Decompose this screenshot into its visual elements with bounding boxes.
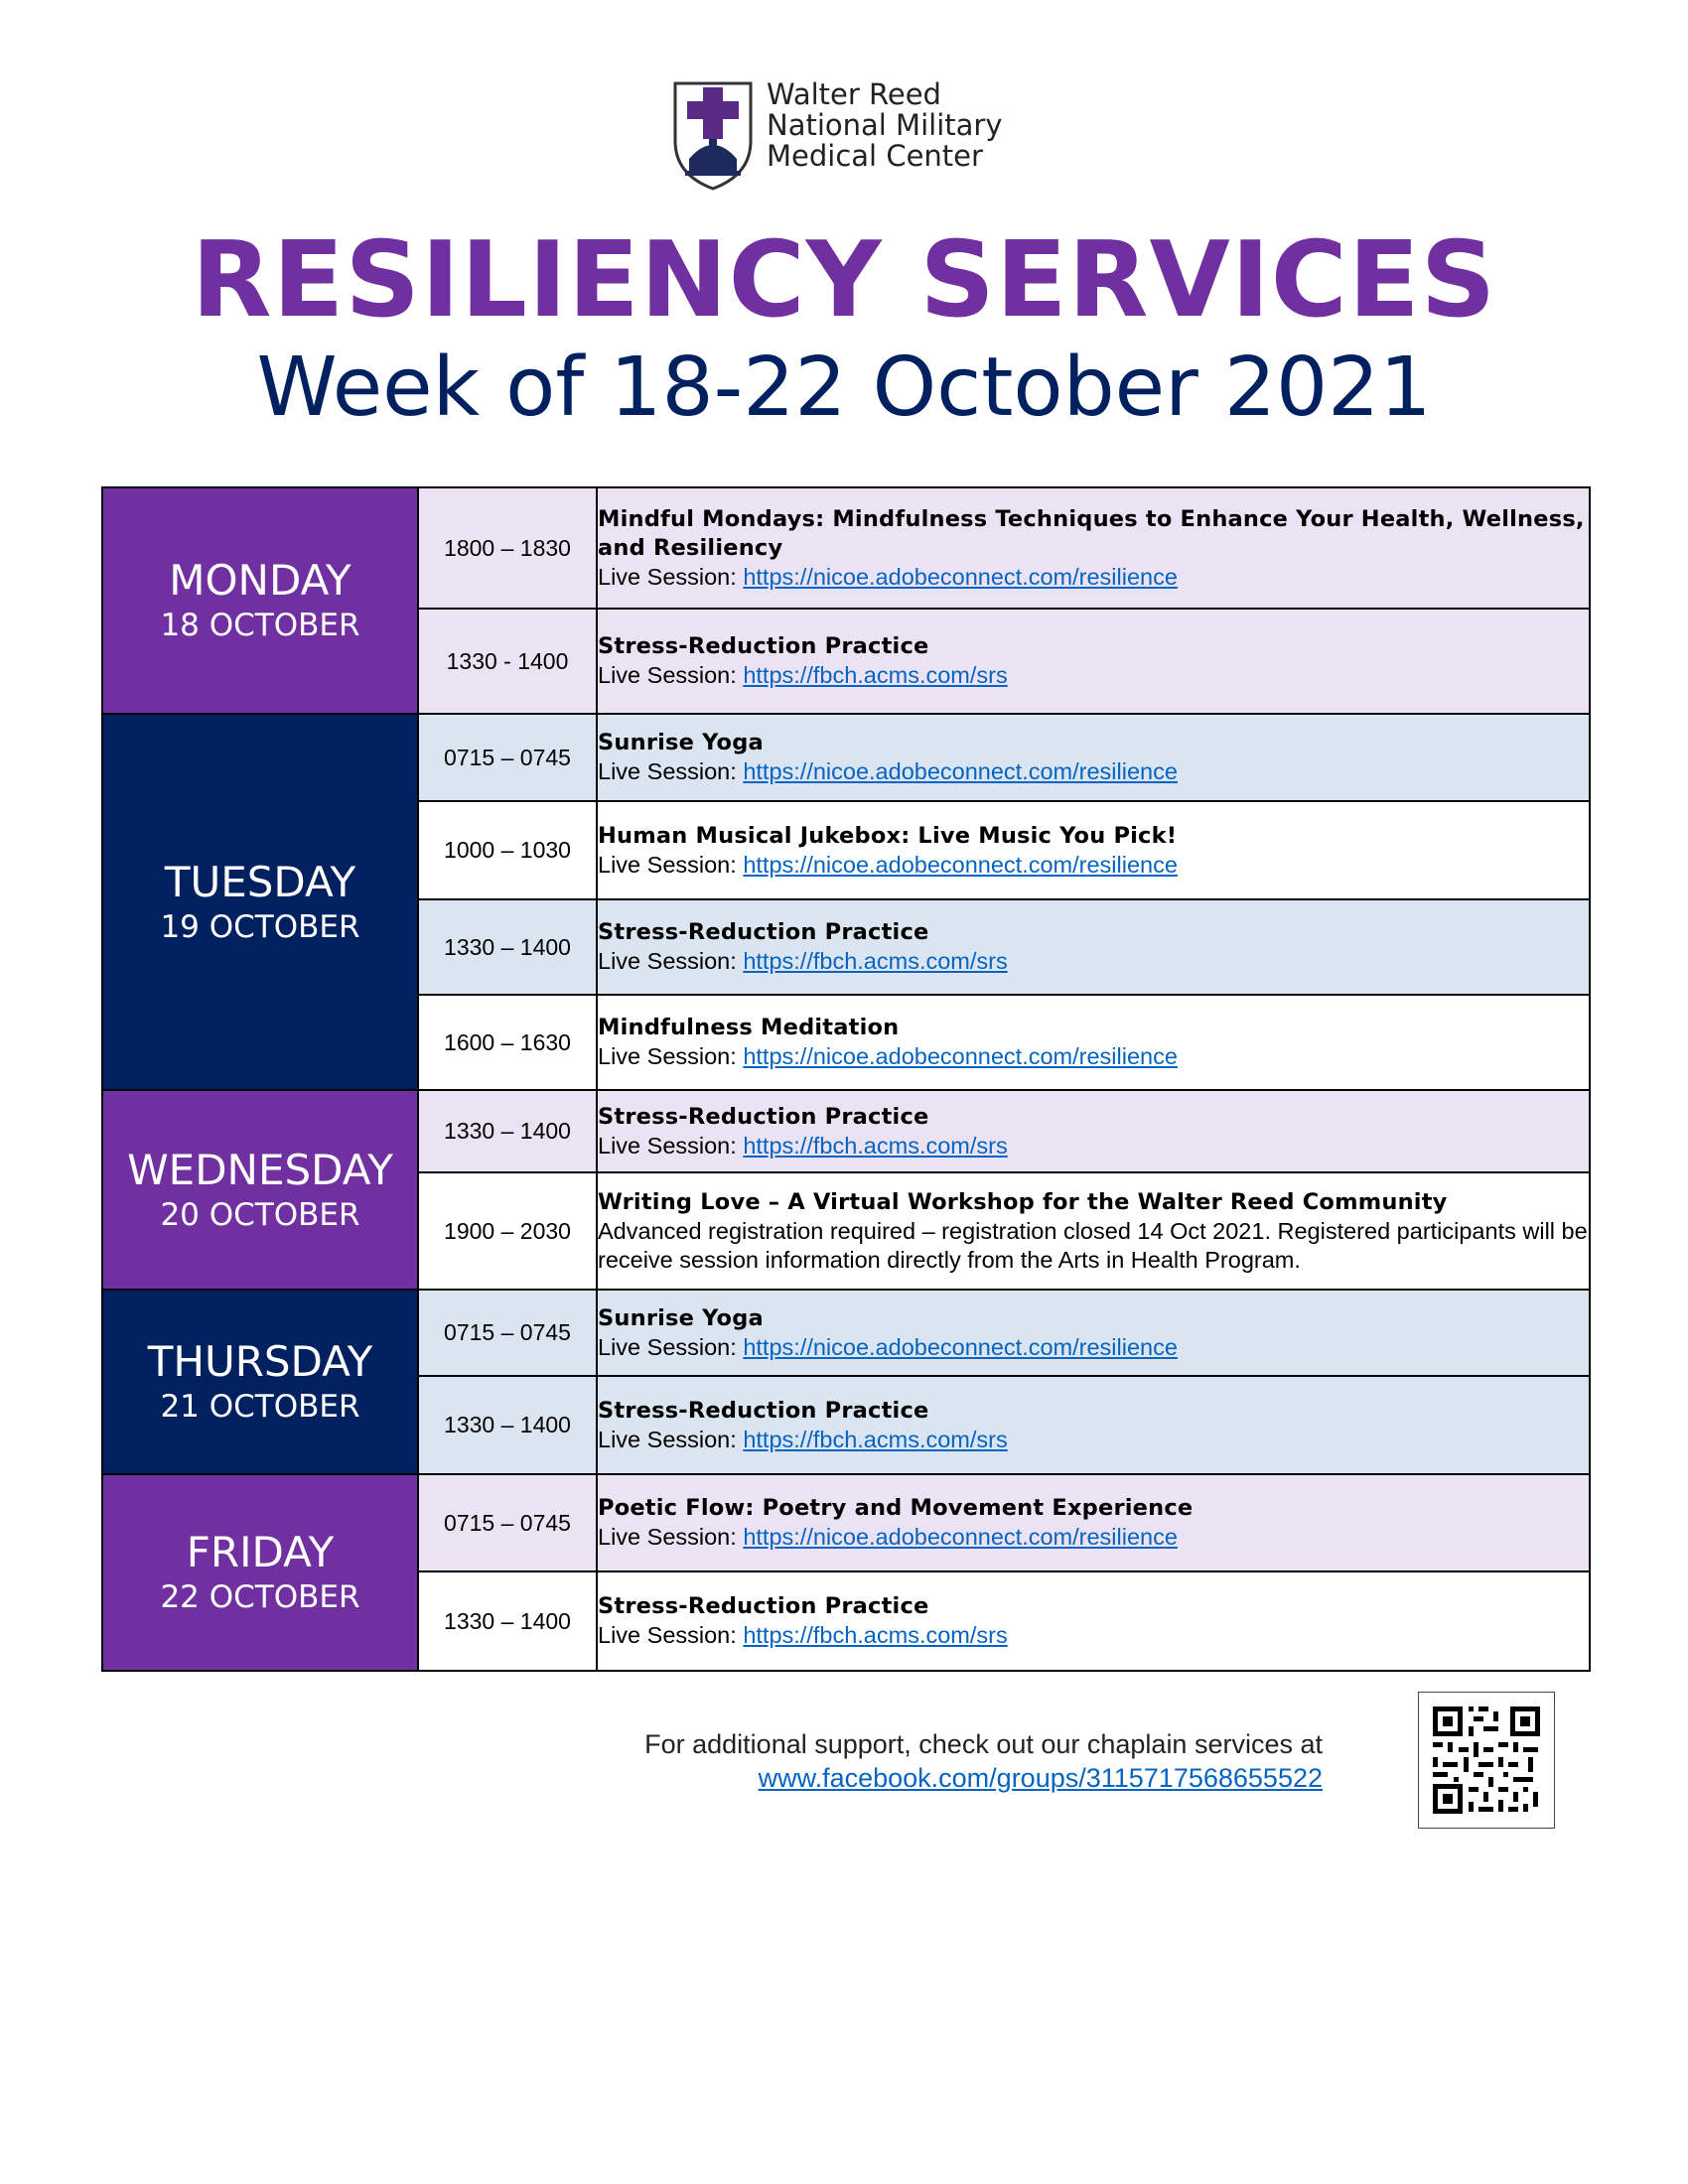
schedule-table — [101, 486, 1591, 1672]
day-name: WEDNESDAY — [127, 1145, 393, 1194]
logo-line-2: National Military — [767, 108, 1003, 142]
session-prefix: Live Session: — [598, 1043, 744, 1069]
session-time: 1330 – 1400 — [418, 899, 597, 995]
day-date: 22 OCTOBER — [160, 1579, 360, 1615]
session-link[interactable]: https://nicoe.adobeconnect.com/resilience — [743, 1043, 1178, 1069]
session-prefix: Live Session: — [598, 1333, 744, 1360]
walter-reed-shield-icon — [671, 79, 755, 191]
session-link[interactable]: https://fbch.acms.com/srs — [743, 1426, 1008, 1452]
day-cell-friday — [102, 1474, 418, 1671]
day-date: 20 OCTOBER — [160, 1196, 360, 1233]
session-title: Stress-Reduction Practice — [598, 919, 929, 945]
session-title: Mindfulness Meditation — [598, 1015, 900, 1040]
logo — [671, 77, 1029, 195]
table-row — [102, 1290, 1590, 1376]
session-prefix: Live Session: — [598, 758, 744, 784]
session-description: Advanced registration required – registration closed 14 Oct 2021. Registered participants will be receive session information directly from the Arts in Health Program. — [598, 1218, 1588, 1273]
session-cell — [597, 1172, 1590, 1290]
day-cell-tuesday — [102, 714, 418, 1090]
session-link[interactable]: https://fbch.acms.com/srs — [743, 1132, 1008, 1159]
day-date: 18 OCTOBER — [160, 608, 360, 643]
day-name: THURSDAY — [147, 1337, 373, 1386]
session-link[interactable]: https://fbch.acms.com/srs — [743, 1622, 1008, 1648]
logo-text — [767, 79, 1002, 172]
session-cell — [597, 995, 1590, 1090]
qr-code-icon[interactable] — [1418, 1692, 1555, 1829]
session-cell — [597, 1474, 1590, 1571]
session-title: Poetic Flow: Poetry and Movement Experience — [598, 1495, 1194, 1521]
session-cell — [597, 801, 1590, 899]
session-title: Stress-Reduction Practice — [598, 1103, 929, 1130]
session-cell — [597, 714, 1590, 801]
session-cell — [597, 899, 1590, 995]
session-prefix: Live Session: — [598, 662, 744, 688]
footer — [516, 1727, 1323, 1795]
session-cell — [597, 609, 1590, 714]
table-row — [102, 1474, 1590, 1571]
session-title: Stress-Reduction Practice — [598, 1397, 929, 1424]
session-time: 0715 – 0745 — [418, 1290, 597, 1376]
session-title: Stress-Reduction Practice — [598, 1593, 929, 1619]
session-time: 1900 – 2030 — [418, 1172, 597, 1290]
session-cell — [597, 1090, 1590, 1172]
session-time: 1000 – 1030 — [418, 801, 597, 899]
session-time: 1330 – 1400 — [418, 1376, 597, 1474]
session-link[interactable]: https://nicoe.adobeconnect.com/resilience — [743, 758, 1178, 784]
table-row — [102, 1090, 1590, 1172]
session-link[interactable]: https://nicoe.adobeconnect.com/resilience — [743, 563, 1178, 590]
session-link[interactable]: https://fbch.acms.com/srs — [743, 948, 1008, 974]
session-link[interactable]: https://nicoe.adobeconnect.com/resilience — [743, 851, 1178, 878]
session-prefix: Live Session: — [598, 1426, 744, 1452]
session-prefix: Live Session: — [598, 1622, 744, 1648]
session-title: Human Musical Jukebox: Live Music You Pick! — [598, 822, 1178, 849]
day-name: TUESDAY — [164, 857, 356, 906]
day-date: 21 OCTOBER — [160, 1389, 360, 1425]
session-cell — [597, 1376, 1590, 1474]
session-title: Sunrise Yoga — [598, 730, 764, 755]
session-time: 0715 – 0745 — [418, 714, 597, 801]
session-title: Mindful Mondays: Mindfulness Techniques to Enhance Your Health, Wellness, and Resiliency — [598, 505, 1585, 561]
page-subtitle: Week of 18-22 October 2021 — [256, 341, 1432, 435]
day-name: MONDAY — [169, 556, 352, 605]
day-cell-wednesday — [102, 1090, 418, 1290]
day-cell-monday — [102, 487, 418, 714]
session-prefix: Live Session: — [598, 563, 744, 590]
session-time: 1800 – 1830 — [418, 487, 597, 609]
session-cell — [597, 1571, 1590, 1671]
day-name: FRIDAY — [186, 1528, 335, 1576]
chaplain-facebook-link[interactable]: www.facebook.com/groups/3115717568655522 — [758, 1763, 1323, 1793]
session-time: 0715 – 0745 — [418, 1474, 597, 1571]
logo-line-1: Walter Reed — [767, 77, 941, 111]
session-title: Sunrise Yoga — [598, 1304, 764, 1331]
footer-text: For additional support, check out our chaplain services at — [644, 1729, 1323, 1759]
logo-line-3: Medical Center — [767, 139, 983, 173]
session-cell — [597, 1290, 1590, 1376]
session-link[interactable]: https://nicoe.adobeconnect.com/resilience — [743, 1524, 1178, 1550]
session-title: Stress-Reduction Practice — [598, 633, 929, 659]
session-link[interactable]: https://fbch.acms.com/srs — [743, 662, 1008, 688]
session-time: 1330 - 1400 — [418, 609, 597, 714]
session-prefix: Live Session: — [598, 1524, 744, 1550]
session-prefix: Live Session: — [598, 948, 744, 974]
table-row — [102, 714, 1590, 801]
session-prefix: Live Session: — [598, 851, 744, 878]
day-date: 19 OCTOBER — [160, 908, 360, 945]
session-time: 1600 – 1630 — [418, 995, 597, 1090]
session-time: 1330 – 1400 — [418, 1571, 597, 1671]
page-title: RESILIENCY SERVICES — [191, 219, 1497, 341]
session-link[interactable]: https://nicoe.adobeconnect.com/resilience — [743, 1333, 1178, 1360]
session-cell — [597, 487, 1590, 609]
day-cell-thursday — [102, 1290, 418, 1474]
session-time: 1330 – 1400 — [418, 1090, 597, 1172]
table-row — [102, 487, 1590, 609]
session-title: Writing Love – A Virtual Workshop for the Walter Reed Community — [598, 1189, 1448, 1215]
session-prefix: Live Session: — [598, 1132, 744, 1159]
